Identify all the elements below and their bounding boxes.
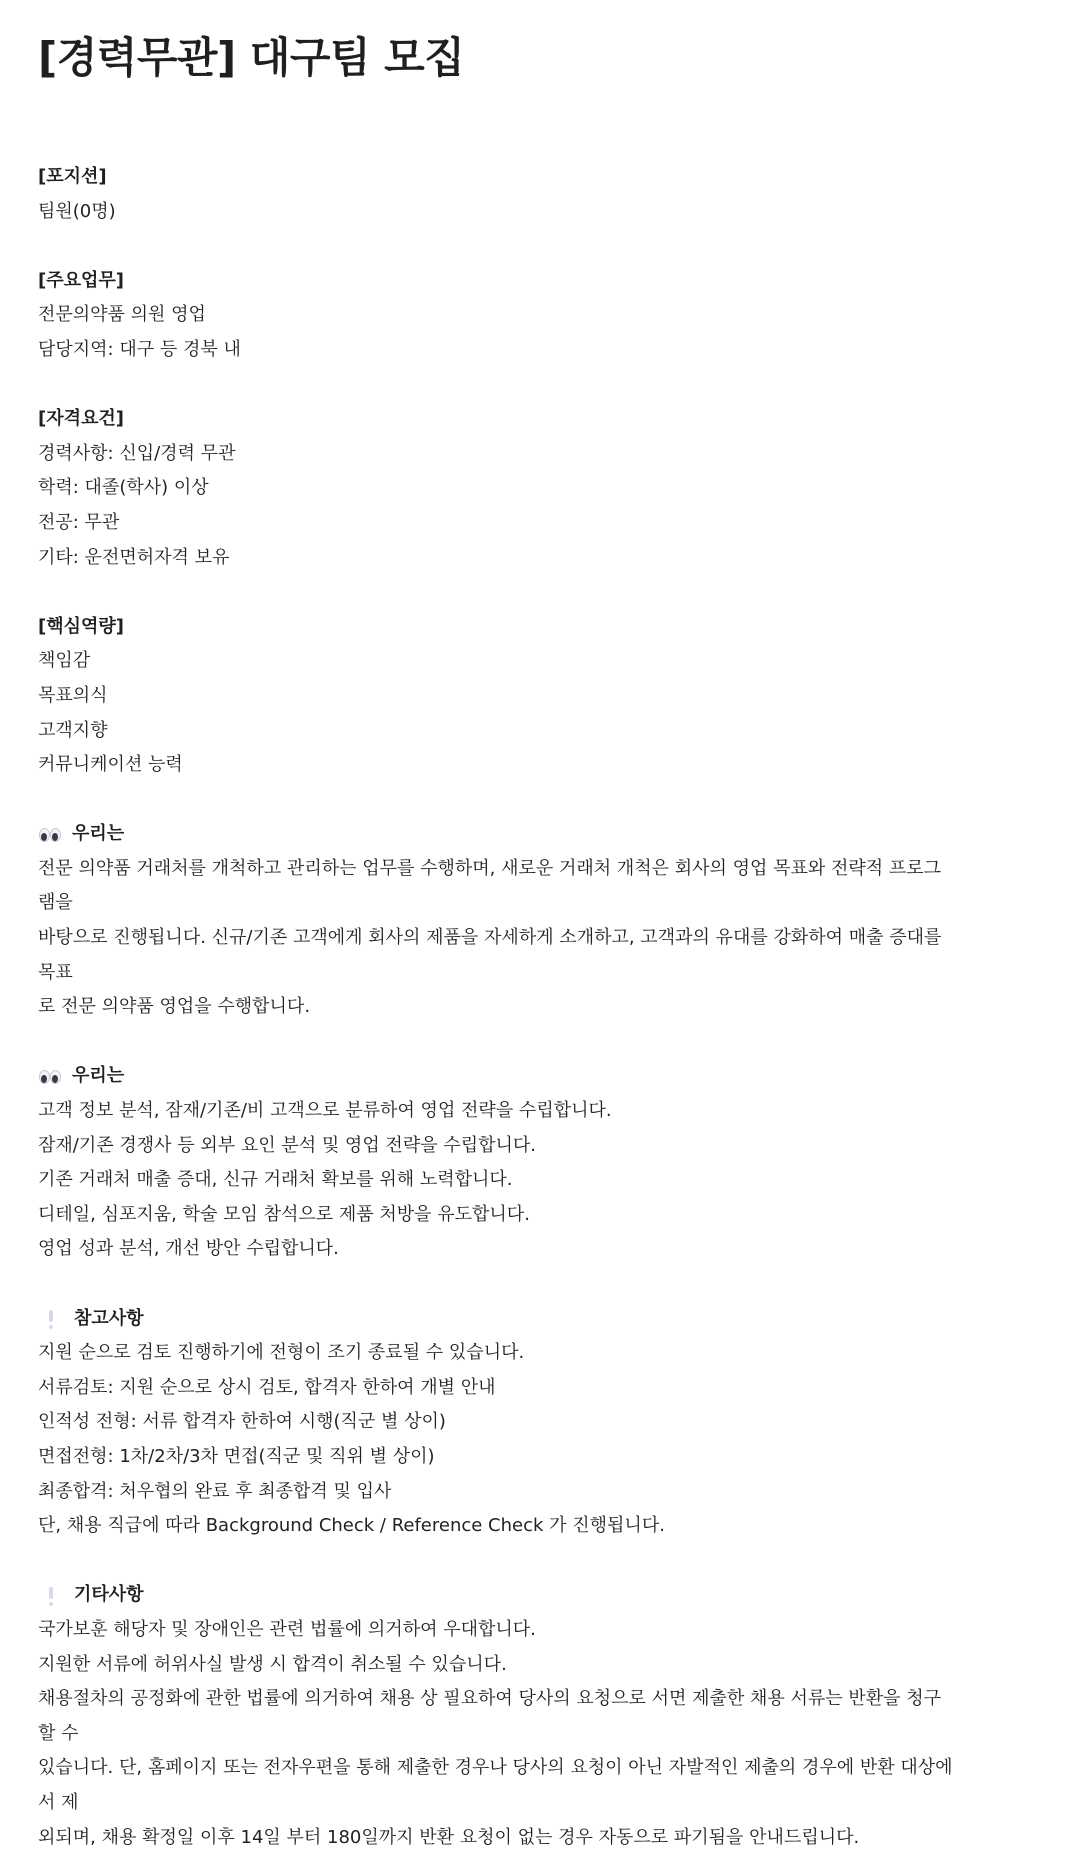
section-about-us-1 bbox=[38, 817, 1028, 1025]
section-duties bbox=[38, 264, 1028, 368]
section-heading: 기타사항 bbox=[74, 1578, 144, 1613]
section-line: 고객지향 bbox=[38, 714, 1028, 749]
section-line: 채용절차의 공정화에 관한 법률에 의거하여 채용 상 필요하여 당사의 요청으로 서면 제출한 채용 서류는 반환을 청구할 수 bbox=[38, 1682, 958, 1751]
section-line: 전문 의약품 거래처를 개척하고 관리하는 업무를 수행하며, 새로운 거래처 개척은 회사의 영업 목표와 전략적 프로그램을 bbox=[38, 852, 958, 921]
section-heading: [자격요건] bbox=[38, 402, 1028, 437]
section-heading-row bbox=[38, 1302, 1028, 1337]
section-line: 단, 채용 직급에 따라 Background Check / Reference Check 가 진행됩니다. bbox=[38, 1509, 1028, 1544]
section-heading: 우리는 bbox=[72, 817, 124, 852]
section-about-us-2 bbox=[38, 1059, 1028, 1267]
section-line: 책임감 bbox=[38, 644, 1028, 679]
section-line: 전공: 무관 bbox=[38, 506, 1028, 541]
section-position bbox=[38, 160, 1028, 229]
section-line: 담당지역: 대구 등 경북 내 bbox=[38, 333, 1028, 368]
section-line: 기타: 운전면허자격 보유 bbox=[38, 541, 1028, 576]
section-heading: 우리는 bbox=[72, 1059, 124, 1094]
section-line: 로 전문 의약품 영업을 수행합니다. bbox=[38, 990, 958, 1025]
section-heading-row bbox=[38, 1578, 1028, 1613]
section-heading: [핵심역량] bbox=[38, 610, 1028, 645]
section-line: 지원한 서류에 허위사실 발생 시 합격이 취소될 수 있습니다. bbox=[38, 1648, 1028, 1683]
eyes-icon bbox=[38, 825, 64, 845]
section-line: 학력: 대졸(학사) 이상 bbox=[38, 471, 1028, 506]
section-line: 최종합격: 처우협의 완료 후 최종합격 및 입사 bbox=[38, 1475, 1028, 1510]
section-line: 외되며, 채용 확정일 이후 14일 부터 180일까지 반환 요청이 없는 경우 자동으로 파기됨을 안내드립니다. bbox=[38, 1821, 958, 1855]
section-heading: [포지션] bbox=[38, 160, 1028, 195]
exclamation-icon bbox=[42, 1585, 62, 1607]
section-line: 팀원(0명) bbox=[38, 195, 1028, 230]
section-line: 경력사항: 신입/경력 무관 bbox=[38, 437, 1028, 472]
section-line: 면접전형: 1차/2차/3차 면접(직군 및 직위 별 상이) bbox=[38, 1440, 1028, 1475]
section-line: 기존 거래처 매출 증대, 신규 거래처 확보를 위해 노력합니다. bbox=[38, 1163, 1028, 1198]
section-qualifications bbox=[38, 402, 1028, 575]
section-line: 목표의식 bbox=[38, 679, 1028, 714]
section-notes bbox=[38, 1302, 1028, 1544]
section-line: 잠재/기존 경쟁사 등 외부 요인 분석 및 영업 전략을 수립합니다. bbox=[38, 1129, 1028, 1164]
section-line: 전문의약품 의원 영업 bbox=[38, 298, 1028, 333]
section-heading: 참고사항 bbox=[74, 1302, 144, 1337]
section-heading-row bbox=[38, 1059, 1028, 1094]
section-line: 인적성 전형: 서류 합격자 한하여 시행(직군 별 상이) bbox=[38, 1405, 1028, 1440]
page-title: [경력무관] 대구팀 모집 bbox=[38, 28, 1028, 88]
section-heading: [주요업무] bbox=[38, 264, 1028, 299]
section-heading-row bbox=[38, 817, 1028, 852]
section-line: 디테일, 심포지움, 학술 모임 참석으로 제품 처방을 유도합니다. bbox=[38, 1198, 1028, 1233]
eyes-icon bbox=[38, 1067, 64, 1087]
posting-content bbox=[38, 160, 1028, 1855]
section-line: 바탕으로 진행됩니다. 신규/기존 고객에게 회사의 제품을 자세하게 소개하고, 고객과의 유대를 강화하여 매출 증대를 목표 bbox=[38, 921, 958, 990]
section-line: 고객 정보 분석, 잠재/기존/비 고객으로 분류하여 영업 전략을 수립합니다. bbox=[38, 1094, 1028, 1129]
section-etc bbox=[38, 1578, 1028, 1855]
section-competencies bbox=[38, 610, 1028, 783]
exclamation-icon bbox=[42, 1308, 62, 1330]
section-line: 지원 순으로 검토 진행하기에 전형이 조기 종료될 수 있습니다. bbox=[38, 1336, 1028, 1371]
section-line: 커뮤니케이션 능력 bbox=[38, 748, 1028, 783]
section-line: 있습니다. 단, 홈페이지 또는 전자우편을 통해 제출한 경우나 당사의 요청이 아닌 자발적인 제출의 경우에 반환 대상에서 제 bbox=[38, 1751, 958, 1820]
section-paragraph bbox=[38, 852, 958, 1025]
section-line: 영업 성과 분석, 개선 방안 수립합니다. bbox=[38, 1232, 1028, 1267]
section-line: 서류검토: 지원 순으로 상시 검토, 합격자 한하여 개별 안내 bbox=[38, 1371, 1028, 1406]
section-line: 국가보훈 해당자 및 장애인은 관련 법률에 의거하여 우대합니다. bbox=[38, 1613, 1028, 1648]
section-paragraph bbox=[38, 1682, 958, 1855]
